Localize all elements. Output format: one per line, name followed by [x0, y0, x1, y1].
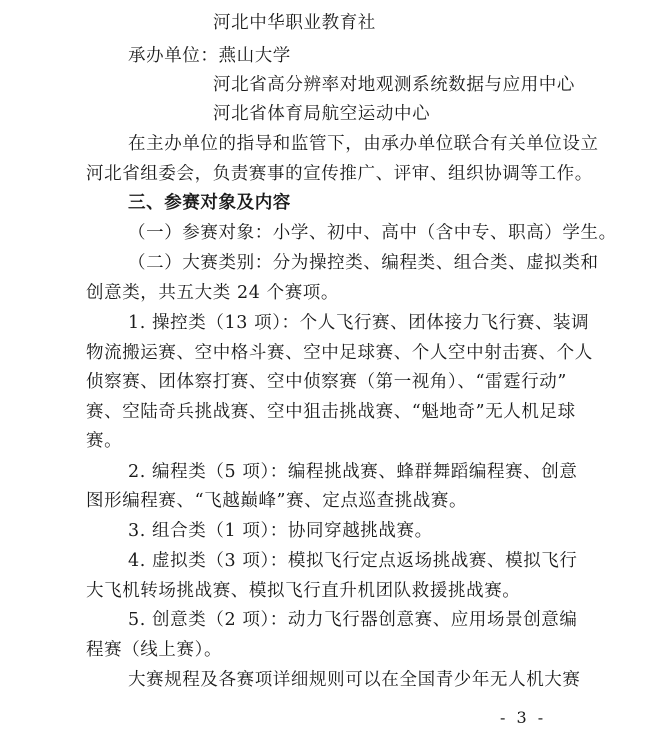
paragraph-line: 创意类，共五大类 24 个赛项。 [86, 283, 339, 303]
host-unit-line: 承办单位：燕山大学 [128, 46, 291, 66]
host-unit-2: 河北省高分辨率对地观测系统数据与应用中心 [213, 75, 575, 95]
paragraph-line: 侦察赛、团体察打赛、空中侦察赛（第一视角）、“雷霆行动” [86, 372, 567, 392]
paragraph-line: （一）参赛对象：小学、初中、高中（含中专、职高）学生。 [128, 223, 617, 243]
organizer-line-1: 河北中华职业教育社 [213, 13, 376, 33]
host-unit-3: 河北省体育局航空运动中心 [213, 104, 431, 124]
paragraph-line: 4. 虚拟类（3 项）：模拟飞行定点返场挑战赛、模拟飞行 [128, 551, 578, 571]
paragraph-line: 物流搬运赛、空中格斗赛、空中足球赛、个人空中射击赛、个人 [86, 343, 593, 363]
section-heading: 三、参赛对象及内容 [128, 193, 291, 213]
paragraph-line: 大赛规程及各赛项详细规则可以在全国青少年无人机大赛 [128, 670, 581, 690]
paragraph-line: 5. 创意类（2 项）：动力飞行器创意赛、应用场景创意编 [128, 610, 578, 630]
paragraph-line: （二）大赛类别：分为操控类、编程类、组合类、虚拟类和 [128, 253, 599, 273]
page-number: - 3 - [500, 708, 547, 727]
paragraph-line: 大飞机转场挑战赛、模拟飞行直升机团队救援挑战赛。 [86, 581, 521, 601]
paragraph-line: 程赛（线上赛）。 [86, 640, 223, 660]
paragraph-line: 2. 编程类（5 项）：编程挑战赛、蜂群舞蹈编程赛、创意 [128, 462, 578, 482]
paragraph-line: 图形编程赛、“飞越巅峰”赛、定点巡查挑战赛。 [86, 491, 468, 511]
paragraph-line: 河北省组委会，负责赛事的宣传推广、评审、组织协调等工作。 [86, 164, 593, 184]
paragraph-line: 1. 操控类（13 项）：个人飞行赛、团体接力飞行赛、装调 [128, 313, 590, 333]
paragraph-line: 3. 组合类（1 项）：协同穿越挑战赛。 [128, 521, 433, 541]
paragraph-line: 在主办单位的指导和监管下，由承办单位联合有关单位设立 [128, 134, 599, 154]
paragraph-line: 赛。 [86, 431, 123, 451]
paragraph-line: 赛、空陆奇兵挑战赛、空中狙击挑战赛、“魁地奇”无人机足球 [86, 402, 576, 422]
